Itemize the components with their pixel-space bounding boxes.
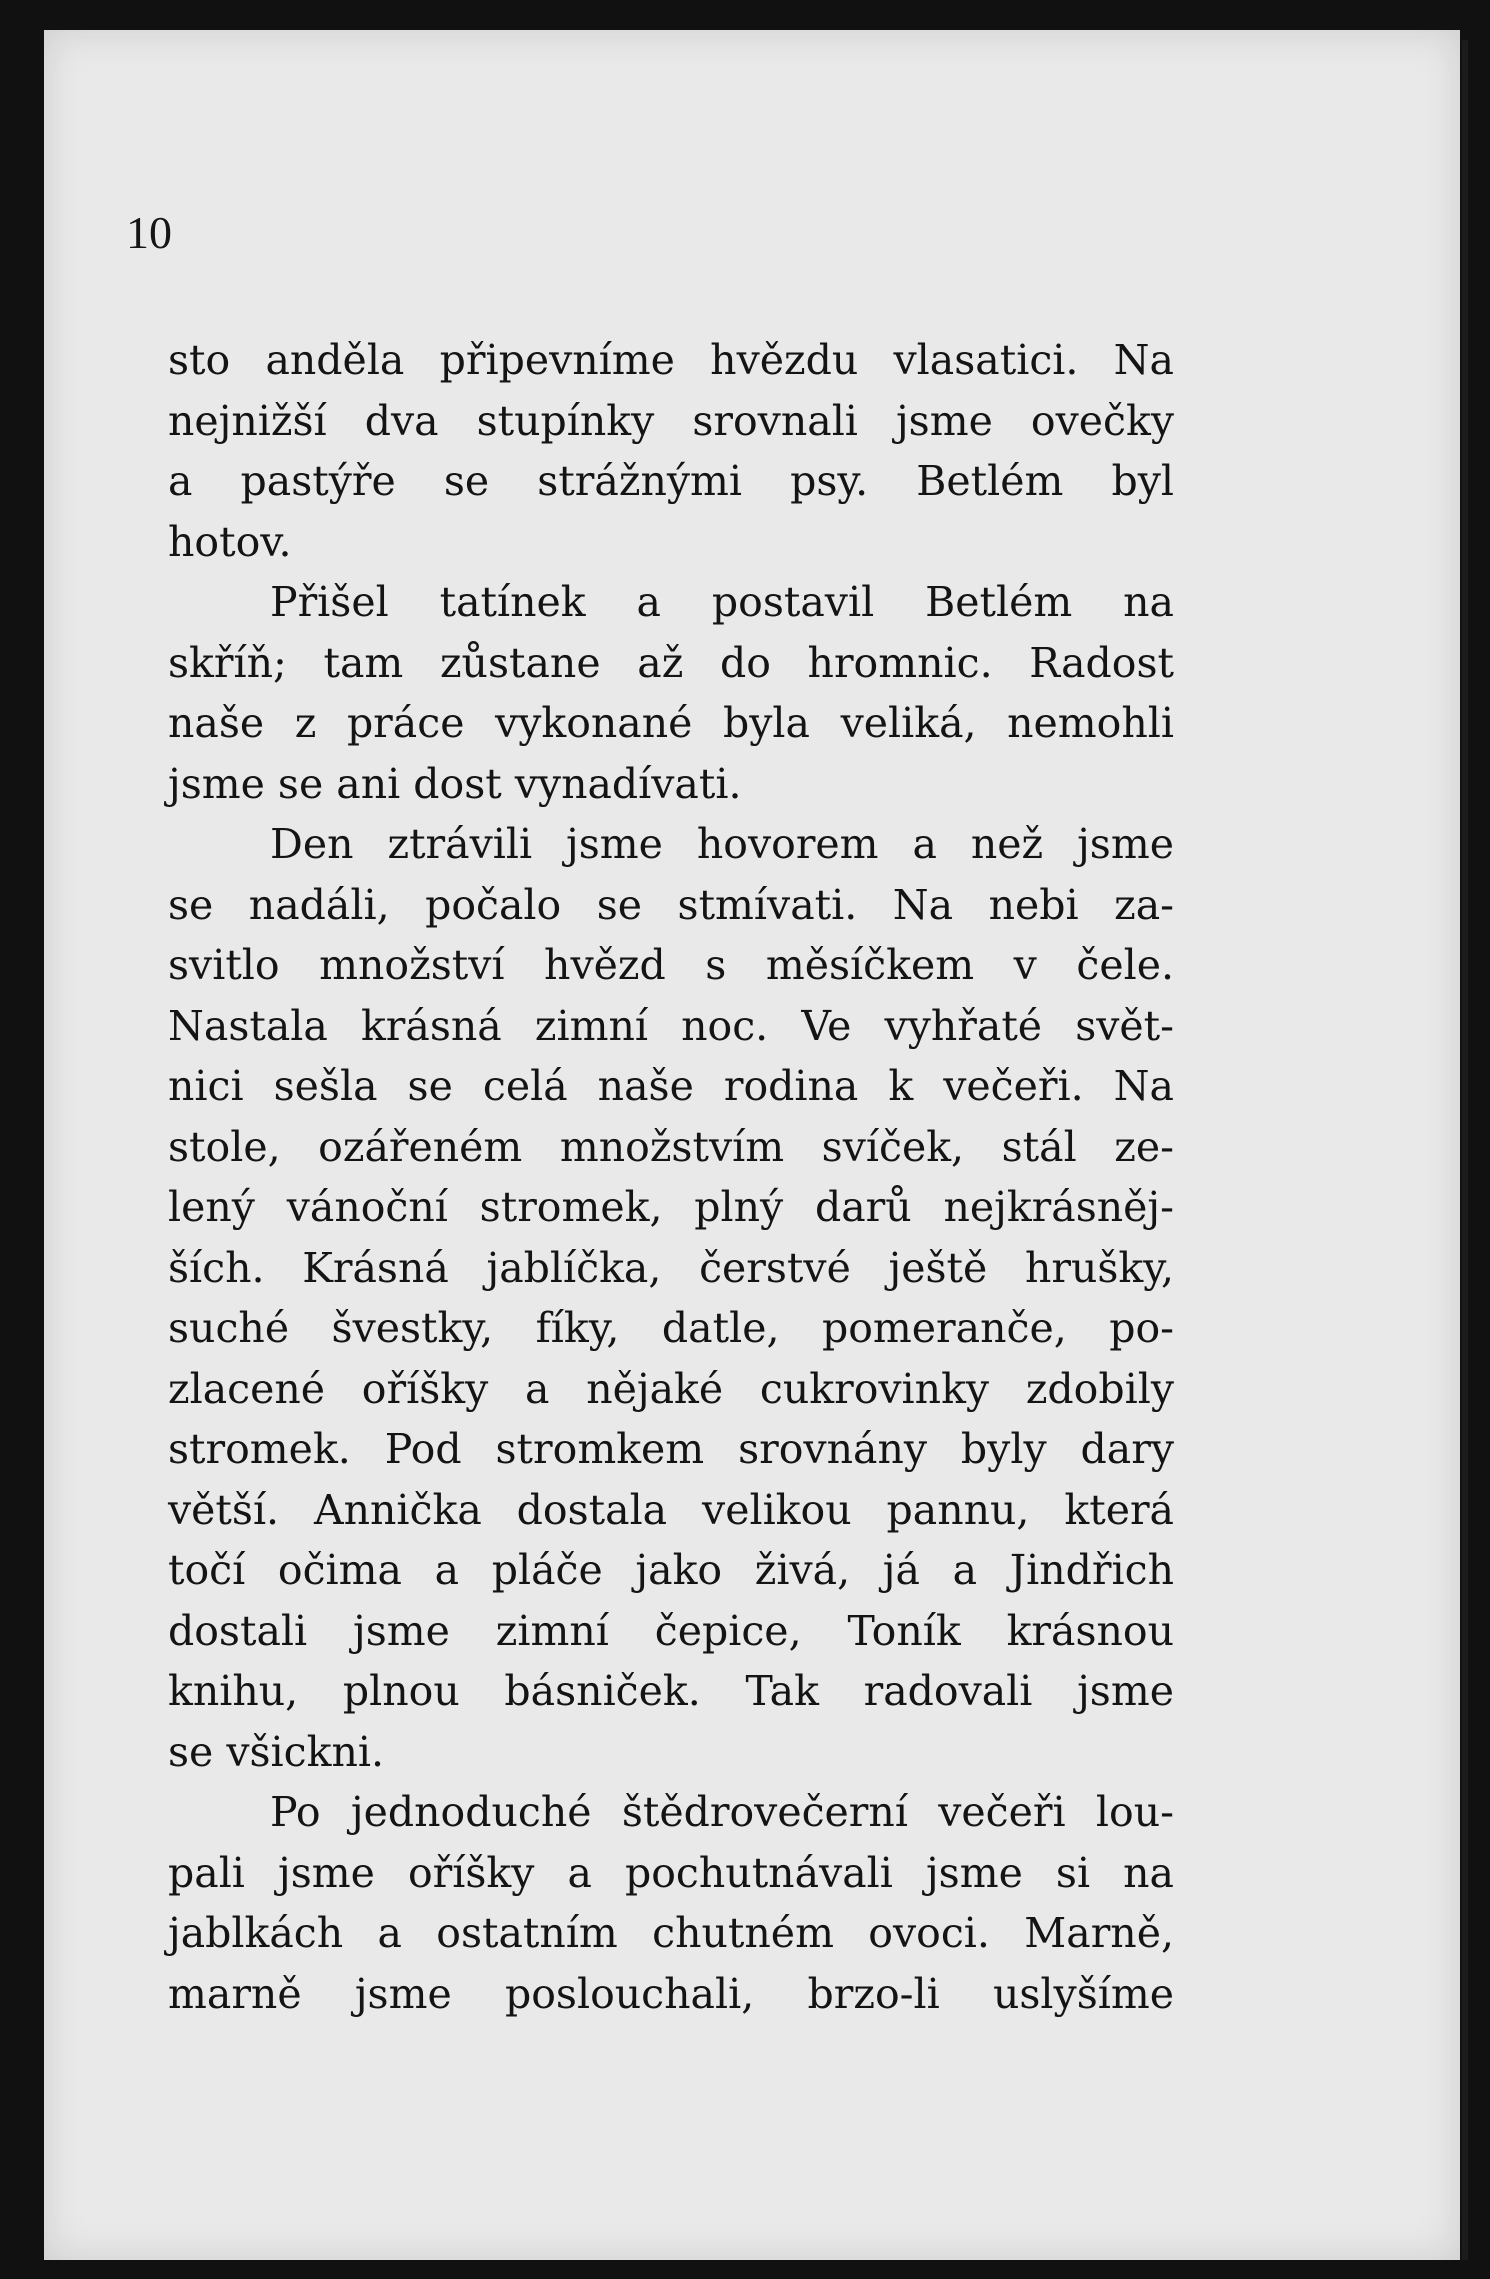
text-line: ších. Krásná jablíčka, čerstvé ještě hrušky,: [168, 1243, 1174, 1292]
text-line: a pastýře se strážnými psy. Betlém byl: [168, 457, 1174, 505]
text-line: marně jsme poslouchali, brzo-li uslyšíme: [168, 1969, 1174, 2018]
text-line: pali jsme oříšky a pochutnávali jsme si na: [168, 1848, 1174, 1897]
text-line: větší. Annička dostala velikou pannu, která: [168, 1485, 1174, 1534]
text-line: naše z práce vykonané byla veliká, nemohli: [168, 699, 1174, 747]
text-line: suché švestky, fíky, datle, pomeranče, po-: [168, 1304, 1174, 1352]
text-line: svitlo množství hvězd s měsíčkem v čele.: [168, 941, 1174, 989]
page-edge-shadow: [1462, 40, 1468, 2260]
text-line: jablkách a ostatním chutném ovoci. Marně,: [168, 1909, 1174, 1957]
text-line: nejnižší dva stupínky srovnali jsme ovečky: [168, 396, 1174, 445]
text-line: se všickni.: [168, 1727, 385, 1776]
text-line: hotov.: [168, 517, 292, 566]
text-line: nici sešla se celá naše rodina k večeři. Na: [168, 1062, 1174, 1110]
text-line: se nadáli, počalo se stmívati. Na nebi za-: [168, 880, 1174, 929]
text-line: Nastala krásná zimní noc. Ve vyhřaté svět-: [168, 1001, 1174, 1050]
text-line: sto anděla připevníme hvězdu vlasatici. Na: [168, 336, 1174, 384]
text-line: Den ztrávili jsme hovorem a než jsme: [270, 820, 1174, 868]
text-line: stromek. Pod stromkem srovnány byly dary: [168, 1425, 1174, 1473]
text-line: knihu, plnou básniček. Tak radovali jsme: [168, 1667, 1174, 1715]
text-line: dostali jsme zimní čepice, Toník krásnou: [168, 1606, 1174, 1655]
text-line: točí očima a pláče jako živá, já a Jindřich: [168, 1546, 1174, 1594]
page-number: 10: [126, 207, 172, 258]
text-line: zlacené oříšky a nějaké cukrovinky zdobily: [168, 1364, 1174, 1413]
text-line: skříň; tam zůstane až do hromnic. Radost: [168, 638, 1174, 687]
text-line: Přišel tatínek a postavil Betlém na: [270, 578, 1174, 626]
body-text: [168, 330, 1174, 2024]
text-line: stole, ozářeném množstvím svíček, stál ze-: [168, 1122, 1174, 1171]
text-line: jsme se ani dost vynadívati.: [168, 759, 742, 808]
text-line: Po jednoduché štědrovečerní večeři lou-: [270, 1788, 1174, 1836]
text-line: lený vánoční stromek, plný darů nejkrásněj-: [168, 1183, 1174, 1231]
